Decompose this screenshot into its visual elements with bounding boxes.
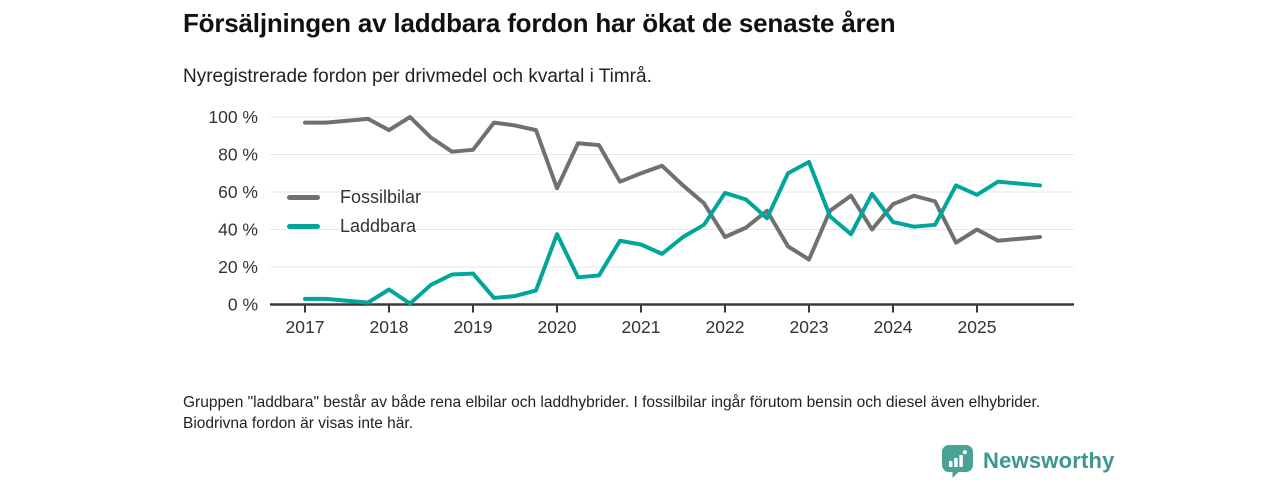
legend-label: Fossilbilar [340,186,422,207]
x-tick-label: 2021 [621,317,661,337]
legend-label: Laddbara [340,215,417,236]
newsworthy-pin-bar-chart-icon [941,444,974,478]
y-tick-label: 40 % [218,219,258,240]
y-tick-label: 100 % [208,107,258,127]
x-tick-label: 2023 [789,317,829,337]
chart-subtitle: Nyregistrerade fordon per drivmedel och kvartal i Timrå. [183,66,652,87]
chart-legend [287,186,421,244]
y-tick-label: 60 % [218,182,258,202]
x-tick-label: 2020 [537,317,577,337]
y-tick-label: 80 % [218,144,258,165]
newsworthy-wordmark: Newsworthy [983,448,1115,473]
y-tick-label: 20 % [218,257,258,277]
chart-footnote: Gruppen "laddbara" består av både rena elbilar och laddhybrider. I fossilbilar ingår förutom bensin och diesel även elhybrider. Biodrivna fordon är visas inte här. [183,393,1041,432]
x-tick-label: 2017 [285,317,325,337]
newsworthy-logo [941,444,1115,478]
y-tick-label: 0 % [227,294,258,315]
legend-item-fossilbilar [287,186,421,208]
x-tick-label: 2025 [957,317,997,337]
chart-title: Försäljningen av laddbara fordon har ökat de senaste åren [183,8,896,38]
x-tick-label: 2022 [705,317,745,337]
fossilbilar-line-swatch [287,195,320,200]
x-tick-label: 2019 [453,317,493,337]
laddbara-line-swatch [287,224,320,229]
x-tick-label: 2024 [873,317,913,337]
legend-item-laddbara [287,215,421,237]
x-tick-label: 2018 [369,317,409,337]
